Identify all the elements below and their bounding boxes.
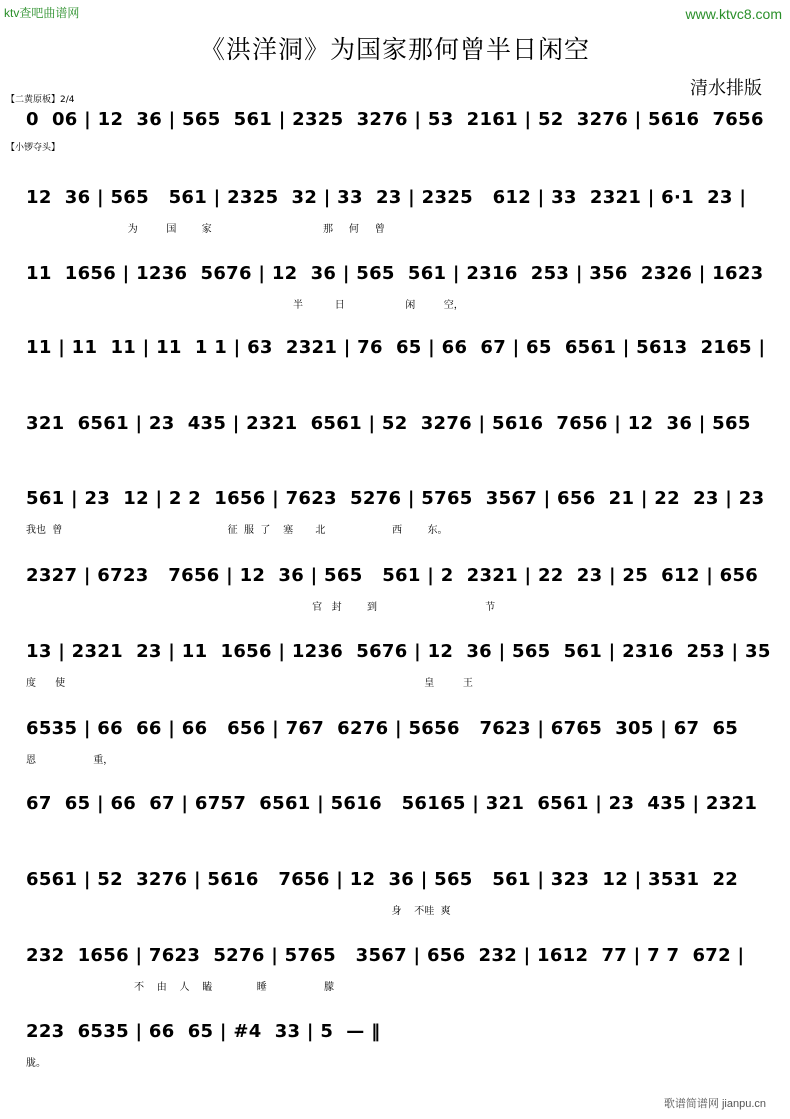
score-system bbox=[20, 336, 772, 360]
lyrics-line: 恩 重， bbox=[26, 755, 114, 766]
notation-line: 232 1656 | 7623 5276 | 5765 3567 | 656 232 | 1612 77 | 7 7 672 | bbox=[26, 945, 745, 966]
lyrics-line: 不 由 人 瞌 睡 朦 bbox=[26, 982, 334, 993]
credit-label: 清水排版 bbox=[690, 78, 762, 99]
notation-line: 561 | 23 12 | 2 2 1656 | 7623 5276 | 5765 3567 | 656 21 | 22 23 | 23 bbox=[26, 488, 765, 509]
notation-line: 6561 | 52 3276 | 5616 7656 | 12 36 | 565 561 | 323 12 | 3531 22 bbox=[26, 869, 739, 890]
notation-line: 67 65 | 66 67 | 6757 6561 | 5616 56165 | 321 6561 | 23 435 | 2321 bbox=[26, 793, 758, 814]
lyrics-line: 半 日 闲 空， bbox=[26, 300, 464, 311]
score-system bbox=[20, 487, 772, 536]
notation-line: 0 06 | 12 36 | 565 561 | 2325 3276 | 53 2161 | 52 3276 | 5616 7656 bbox=[26, 109, 764, 130]
score-system bbox=[20, 868, 772, 917]
notation-line: 321 6561 | 23 435 | 2321 6561 | 52 3276 | 5616 7656 | 12 36 | 565 bbox=[26, 413, 751, 434]
watermark-top-left: ktv查吧曲谱网 bbox=[4, 6, 80, 20]
notation-line: 11 | 11 11 | 11 1 1 | 63 2321 | 76 65 | 66 67 | 65 6561 | 5613 2165 | bbox=[26, 337, 766, 358]
score-system bbox=[20, 717, 772, 766]
lyrics-line: 官 封 到 节 bbox=[26, 602, 496, 613]
notation-line: 13 | 2321 23 | 11 1656 | 1236 5676 | 12 36 | 565 561 | 2316 253 | 35 bbox=[26, 641, 771, 662]
lyrics-line: 胧。 bbox=[26, 1058, 46, 1069]
lyrics-line: 度 使 皇 王 bbox=[26, 678, 473, 689]
score-system bbox=[20, 186, 772, 235]
score-system bbox=[20, 640, 772, 689]
watermark-bottom-right: 歌谱简谱网 jianpu.cn bbox=[663, 1098, 766, 1110]
page-title: 《洪洋洞》为国家那何曾半日闲空 bbox=[199, 35, 590, 64]
score-system bbox=[20, 1020, 772, 1069]
watermark-top-right: www.ktvc8.com bbox=[685, 6, 782, 22]
score-system bbox=[20, 944, 772, 993]
lyrics-line: 为 国 家 那 何 曾 bbox=[26, 224, 385, 235]
notation-line: 12 36 | 565 561 | 2325 32 | 33 23 | 2325 612 | 33 2321 | 6·1 23 | bbox=[26, 187, 747, 208]
notation-line: 2327 | 6723 7656 | 12 36 | 565 561 | 2 2321 | 22 23 | 25 612 | 656 bbox=[26, 565, 759, 586]
score-system bbox=[20, 412, 772, 436]
notation-line: 11 1656 | 1236 5676 | 12 36 | 565 561 | 2316 253 | 356 2326 | 1623 bbox=[26, 263, 764, 284]
score-system bbox=[20, 262, 772, 311]
tempo-meter-label: 【二黄原板】2/4 bbox=[6, 95, 75, 105]
notation-line: 223 6535 | 66 65 | #4 33 | 5 — ‖ bbox=[26, 1021, 381, 1042]
score-system bbox=[20, 564, 772, 613]
score-system bbox=[20, 792, 772, 816]
lyrics-line: 身 不哇 爽 bbox=[26, 906, 451, 917]
lyrics-line: 我也 曾 征 服 了 塞 北 西 东。 bbox=[26, 525, 448, 536]
notation-line: 6535 | 66 66 | 66 656 | 767 6276 | 5656 7623 | 6765 305 | 67 65 bbox=[26, 718, 739, 739]
score-system bbox=[20, 108, 772, 132]
percussion-cue-label: 【小锣夺头】 bbox=[6, 143, 61, 153]
